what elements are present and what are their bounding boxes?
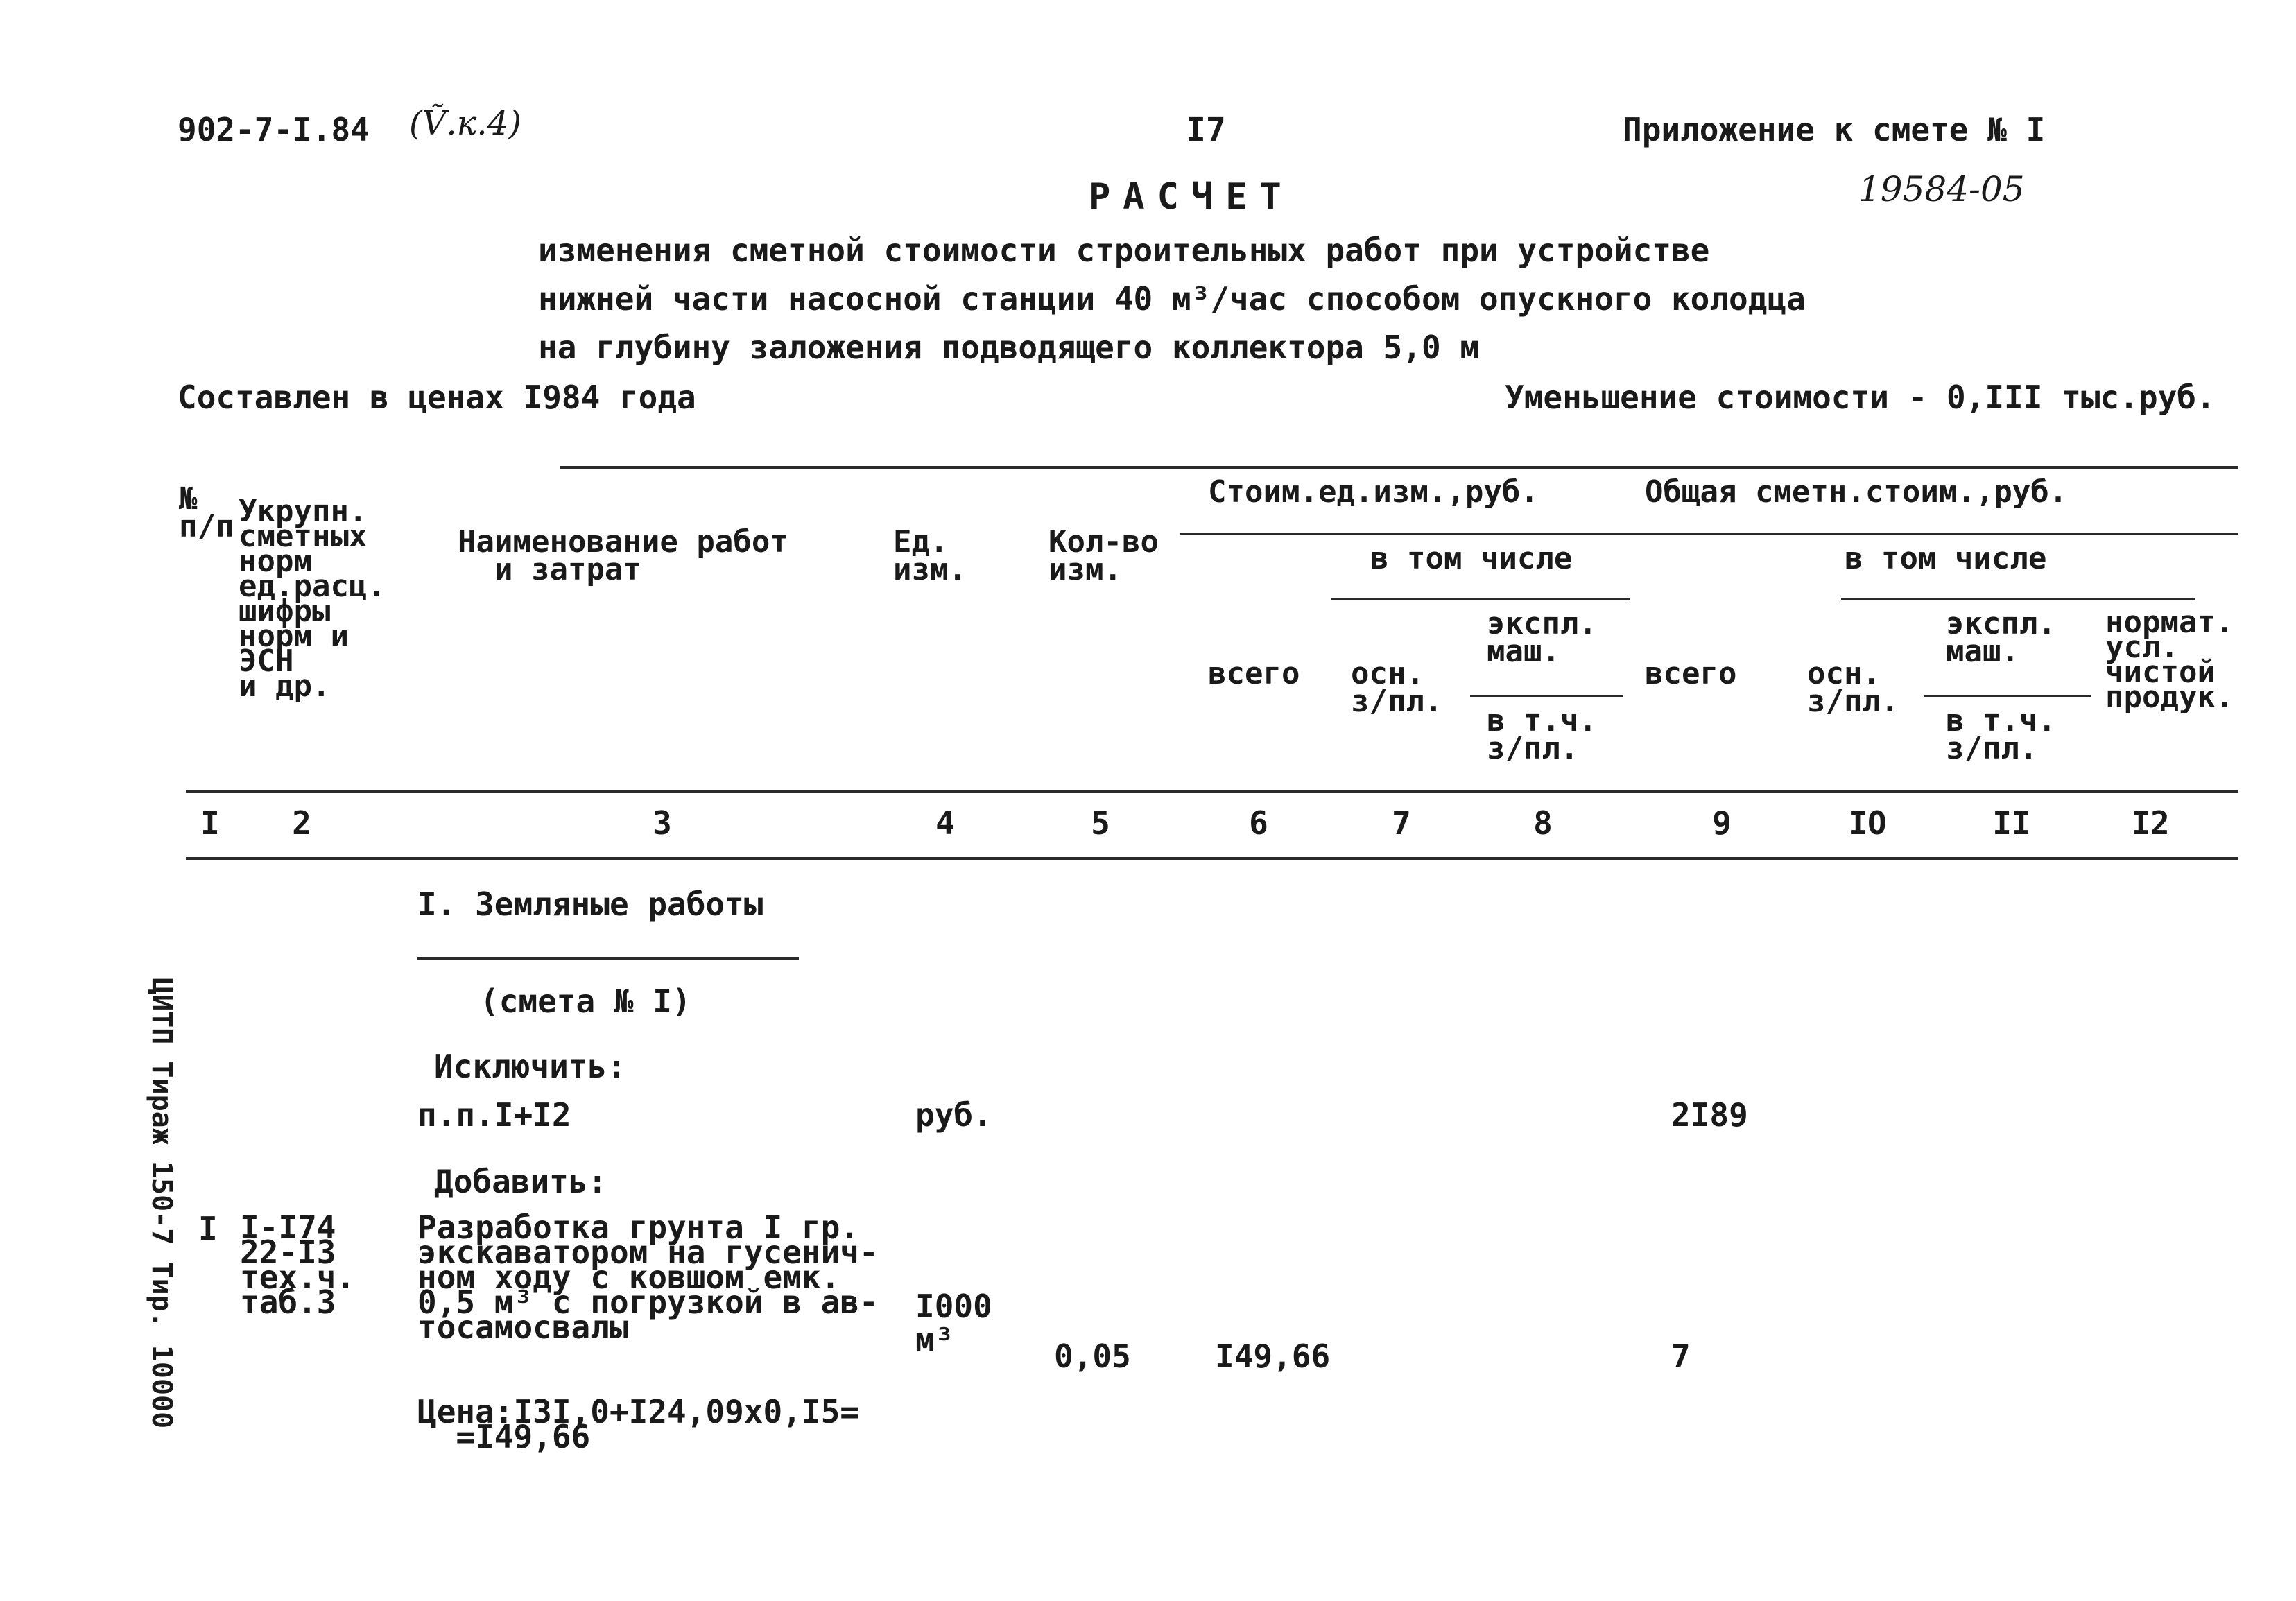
col-qty-header: Кол-во изм. — [1048, 524, 1159, 587]
col-name-header: Наименование работ и затрат — [458, 524, 788, 587]
header-bottom-rule — [186, 790, 2238, 793]
row-code: I-I74 22-I3 тех.ч. таб.3 — [240, 1209, 356, 1321]
subtitle-line-1: изменения сметной стоимости строительных работ при устройстве — [538, 232, 1710, 269]
normat-header: нормат. усл. чистой продук. — [2105, 605, 2234, 715]
col-number-9: 9 — [1712, 804, 1732, 842]
page-number: I7 — [1186, 111, 1226, 150]
col-number-6: 6 — [1249, 804, 1268, 842]
osn1-header: осн. з/пл. — [1351, 656, 1443, 719]
ekspl1-header: экспл. маш. — [1487, 606, 1597, 669]
section-title-underline — [417, 957, 799, 960]
vtch2-header: в т.ч. з/пл. — [1946, 703, 2056, 766]
subtitle-line-2: нижней части насосной станции 40 м³/час способом опускного колодца — [538, 280, 1806, 318]
col-number-8: 8 — [1533, 804, 1553, 842]
col-code-header: Укрупн. сметных норм ед.расц. шифры норм и ЭСН и др. — [239, 494, 386, 704]
vsego1-header: всего — [1208, 656, 1300, 691]
handwritten-number: 19584-05 — [1858, 169, 2025, 209]
unit-cost-header: Стоим.ед.изм.,руб. — [1208, 474, 1539, 510]
col-num-header: № п/п — [179, 481, 234, 544]
handwritten-note: (Ṽ.к.4) — [409, 104, 521, 143]
table-top-rule — [560, 466, 2238, 469]
col-number-7: 7 — [1392, 804, 1411, 842]
exclude-total: 2I89 — [1671, 1096, 1748, 1134]
incl1-header: в том числе — [1370, 541, 1573, 576]
estimate-ref: (смета № I) — [480, 983, 691, 1020]
col-unit-header: Ед. изм. — [893, 524, 967, 587]
decrease-line: Уменьшение стоимости - 0,III тыс.руб. — [1505, 379, 2216, 416]
col-number-5: 5 — [1091, 804, 1110, 842]
col-number-2: 2 — [292, 804, 311, 842]
exclude-unit: руб. — [915, 1096, 992, 1134]
vtch1-header: в т.ч. з/пл. — [1487, 703, 1597, 766]
exclude-label: Исключить: — [434, 1048, 626, 1085]
add-label: Добавить: — [434, 1163, 607, 1200]
col-number-10: IO — [1848, 804, 1887, 842]
row-name: Разработка грунта I гр. экскаватором на гусенич- ном ходу с ковшом емк. 0,5 м³ с погрузкой в ав- тосамосвалы — [417, 1209, 879, 1346]
vsego2-header: всего — [1645, 656, 1737, 691]
row-number: I — [198, 1210, 218, 1247]
document-code: 902-7-I.84 — [178, 111, 370, 148]
numbers-bottom-rule — [186, 857, 2238, 860]
row-formula: Цена:I3I,0+I24,09х0,I5= =I49,66 — [417, 1393, 859, 1455]
ekspl2-rule — [1924, 695, 2091, 697]
osn2-header: осн. з/пл. — [1807, 656, 1899, 719]
ekspl1-rule — [1470, 695, 1623, 697]
col-number-12: I2 — [2131, 804, 2170, 842]
incl2-header: в том числе — [1845, 541, 2047, 576]
exclude-items: п.п.I+I2 — [417, 1096, 571, 1134]
col-number-1: I — [200, 804, 220, 842]
row-unit: I000 м³ — [915, 1288, 992, 1358]
subtitle-line-3: на глубину заложения подводящего коллектора 5,0 м — [538, 329, 1480, 366]
incl2-rule — [1841, 598, 2195, 600]
row-total: 7 — [1671, 1338, 1691, 1375]
document-subtitle — [538, 226, 1806, 372]
document-title: РАСЧЕТ — [1089, 176, 1294, 218]
unit-cost-rule — [1180, 533, 2238, 535]
col-number-3: 3 — [653, 804, 672, 842]
total-cost-header: Общая сметн.стоим.,руб. — [1645, 474, 2068, 510]
prices-line: Составлен в ценах I984 года — [178, 379, 696, 416]
appendix-label: Приложение к смете № I — [1623, 111, 2046, 148]
ekspl2-header: экспл. маш. — [1946, 606, 2056, 669]
col-number-4: 4 — [935, 804, 955, 842]
incl1-rule — [1331, 598, 1630, 600]
col-number-11: II — [1992, 804, 2031, 842]
row-qty: 0,05 — [1054, 1338, 1131, 1375]
row-price: I49,66 — [1215, 1338, 1331, 1375]
section-title: I. Земляные работы — [417, 885, 763, 923]
side-stamp: ЦИТП Тираж 150-7 Тир. 10000 — [146, 978, 178, 1429]
